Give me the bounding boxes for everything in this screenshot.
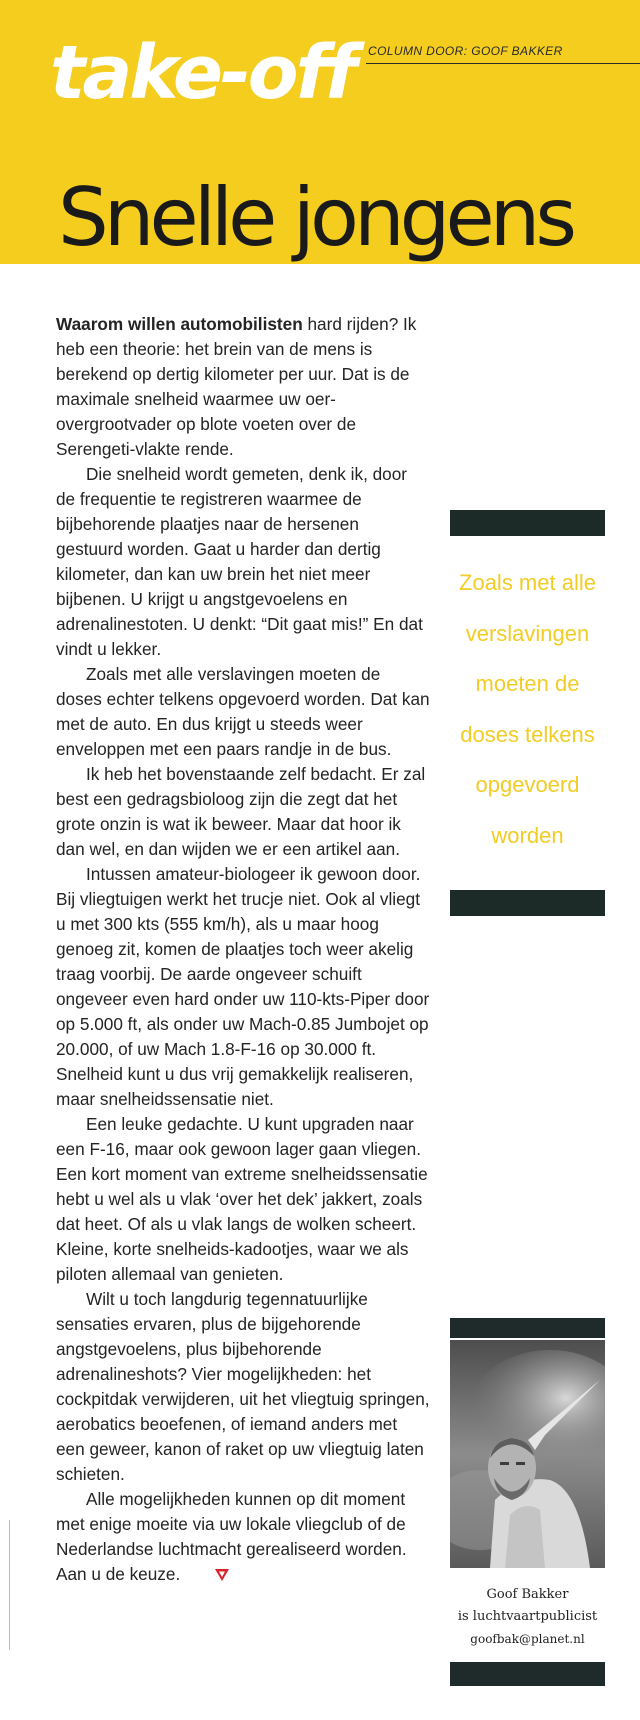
article-paragraph-5: Intussen amateur-biologeer ik gewoon door. Bij vliegtuigen werkt het trucje niet. Ook al vliegt u met 300 kts (555 km/h), als u maar hoog genoeg zit, komen de plaatjes toch weer akelig traag voorbij. De aarde ongeveer schuift ongeveer even hard onder uw 110-kts-Piper door op 5.000 ft, als onder uw Mach-0.85 Jumbojet op 20.000, of uw Mach 1.8-F-16 op 30.000 ft. Snelheid kunt u dus vrij gemakkelijk realiseren, maar snelheidssensatie niet. [56, 864, 430, 1109]
article-paragraph-8 [56, 1487, 430, 1589]
byline: COLUMN DOOR: GOOF BAKKER [368, 44, 563, 58]
paragraph-text: hard rijden? Ik heb een theorie: het brein van de mens is berekend op dertig kilometer per uur. Dat is de maximale snelheid waarmee uw oer-overgrootvader op blote voeten over de Serengeti-vlakte rende. [56, 314, 417, 459]
headline: Snelle jongens [58, 171, 573, 264]
author-caption [450, 1584, 605, 1650]
article-body [56, 312, 430, 1589]
author-box-top-bar [450, 1318, 605, 1338]
section-title: take-off [50, 30, 355, 116]
pull-quote-bottom-bar [450, 890, 605, 916]
lead-in: Waarom willen automobilisten [56, 314, 303, 334]
article-paragraph-6: Een leuke gedachte. U kunt upgraden naar een F-16, maar ook gewoon lager gaan vliegen. Een kort moment van extreme snelheidssensatie hebt u wel als u vlak ‘over het dek’ jakkert, zoals dat heet. Of als u vlak langs de wolken scheert. Kleine, korte snelheids-kadootjes, waar we als piloten allemaal van genieten. [56, 1114, 428, 1284]
pull-quote-text: Zoals met alle verslavingen moeten de doses telkens opgevoerd worden [459, 570, 596, 848]
pull-quote-top-bar [450, 510, 605, 536]
author-name: Goof Bakker [486, 1587, 569, 1602]
byline-rule [366, 63, 640, 64]
author-email: goofbak@planet.nl [470, 1632, 585, 1646]
article-paragraph-1 [56, 312, 430, 462]
article-paragraph-3: Zoals met alle verslavingen moeten de doses echter telkens opgevoerd worden. Dat kan met de auto. En dus krijgt u steeds weer enveloppen met een paars randje in de bus. [56, 664, 430, 759]
article-paragraph-7: Wilt u toch langdurig tegennatuurlijke sensaties ervaren, plus de bijgehorende angstgevoelens, plus bijbehorende adrenalineshots? Vier mogelijkheden: het cockpitdak verwijderen, uit het vliegtuig springen, aerobatics beoefenen, of iemand anders met een geweer, kanon of raket op uw vliegtuig laten schieten. [56, 1289, 430, 1484]
author-role: is luchtvaartpublicist [457, 1609, 598, 1624]
article-paragraph-4: Ik heb het bovenstaande zelf bedacht. Er zal best een gedragsbioloog zijn die zegt dat het grote onzin is wat ik beweer. Maar dat hoor ik dan wel, en dan wijden we er een artikel aan. [56, 764, 426, 859]
margin-line [9, 1520, 10, 1650]
red-triangle-end-mark-icon [184, 1564, 230, 1589]
pull-quote [450, 510, 605, 916]
header-band [0, 0, 640, 264]
article-paragraph-2: Die snelheid wordt gemeten, denk ik, door de frequentie te registreren waarmee de bijbehorende plaatjes naar de hersenen gestuurd worden. Gaat u harder dan dertig kilometer, dan kan uw brein het niet meer bijbenen. U krijgt u angstgevoelens en adrenalinestoten. U denkt: “Dit gaat mis!” En dat vindt u lekker. [56, 464, 423, 659]
author-portrait-icon [450, 1340, 605, 1568]
author-box [450, 1318, 605, 1686]
author-box-bottom-bar [450, 1662, 605, 1686]
paragraph-text: Alle mogelijkheden kunnen op dit moment met enige moeite via uw lokale vliegclub of de Nederlandse luchtmacht gerealiseerd worden. Aan u de keuze. [56, 1489, 407, 1584]
